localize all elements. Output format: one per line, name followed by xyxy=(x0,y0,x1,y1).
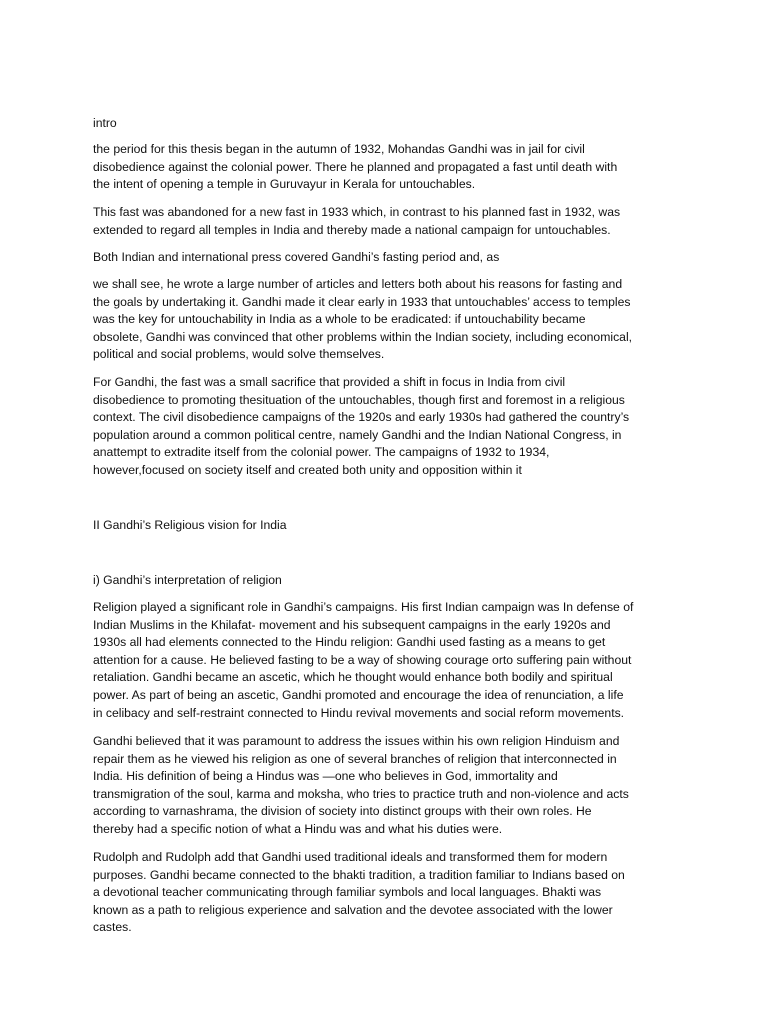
text-line: Both Indian and international press covered Gandhi’s fasting period and, as xyxy=(93,250,500,264)
intro-paragraph-5 xyxy=(93,374,683,480)
religion-paragraph-2 xyxy=(93,733,683,839)
text-line: extended to regard all temples in India and thereby made a national campaign for untouchables. xyxy=(93,222,611,237)
text-line: according to varnashrama, the division of society into distinct groups with their own roles. He xyxy=(93,804,592,819)
text-line: context. The civil disobedience campaigns of the 1920s and early 1930s had gathered the country’s xyxy=(93,410,630,425)
text-line: attention for a cause. He believed fasting to be a way of showing courage orto suffering pain without xyxy=(93,652,632,667)
text-line: a devotional teacher communicating through familiar symbols and local languages. Bhakti was xyxy=(93,885,602,900)
text-line: however,focused on society itself and created both unity and opposition within it xyxy=(93,462,522,477)
text-line: disobedience to promoting thesituation of the untouchables, though first and foremost in a religious xyxy=(93,392,625,407)
heading-intro: intro xyxy=(93,116,117,130)
text-line: known as a path to religious experience and salvation and the devotee associated with the lower xyxy=(93,902,613,917)
intro-paragraph-2 xyxy=(93,204,683,239)
text-line: population around a common political centre, namely Gandhi and the Indian National Congress, in xyxy=(93,427,622,442)
text-line: the period for this thesis began in the autumn of 1932, Mohandas Gandhi was in jail for civil xyxy=(93,142,585,156)
text-line: repair them as he viewed his religion as one of several branches of religion that interconnected in xyxy=(93,751,617,766)
text-line: transmigration of the soul, karma and moksha, who tries to practice truth and non-violence and acts xyxy=(93,786,629,801)
text-line: we shall see, he wrote a large number of articles and letters both about his reasons for fasting and xyxy=(93,277,623,291)
intro-paragraph-1 xyxy=(93,141,683,194)
religion-paragraph-1 xyxy=(93,599,683,722)
text-line: This fast was abandoned for a new fast in 1933 which, in contrast to his planned fast in 1932, was xyxy=(93,205,621,219)
text-line: the intent of opening a temple in Guruvayur in Kerala for untouchables. xyxy=(93,177,476,192)
text-line: thereby had a specific notion of what a Hindu was and what his duties were. xyxy=(93,821,503,836)
text-line: Rudolph and Rudolph add that Gandhi used traditional ideals and transformed them for modern xyxy=(93,850,608,864)
intro-paragraph-4 xyxy=(93,276,683,364)
text-line: obsolete, Gandhi was convinced that other problems within the Indian society, including economical, xyxy=(93,329,633,344)
text-line: was the key for untouchability in India as a whole to be eradicated: if untouchability became xyxy=(93,312,586,327)
text-line: power. As part of being an ascetic, Gandhi promoted and encourage the idea of renunciation, a life xyxy=(93,687,624,702)
intro-paragraph-3 xyxy=(93,249,683,267)
subsection-heading: i) Gandhi’s interpretation of religion xyxy=(93,573,282,587)
text-line: castes. xyxy=(93,920,132,935)
text-line: purposes. Gandhi became connected to the bhakti tradition, a tradition familiar to Indians based on xyxy=(93,867,625,882)
text-line: retaliation. Gandhi became an ascetic, which he thought would enhance both bodily and spiritual xyxy=(93,670,613,685)
text-line: For Gandhi, the fast was a small sacrifice that provided a shift in focus in India from civil xyxy=(93,375,566,389)
text-line: the goals by undertaking it. Gandhi made it clear early in 1933 that untouchables’ access to temples xyxy=(93,294,631,309)
section-heading: II Gandhi’s Religious vision for India xyxy=(93,518,287,532)
text-line: India. His definition of being a Hindus was —one who believes in God, immortality and xyxy=(93,769,558,784)
text-line: anattempt to extradite itself from the colonial power. The campaigns of 1932 to 1934, xyxy=(93,445,550,460)
religion-paragraph-3 xyxy=(93,849,683,937)
text-line: political and social problems, would solve themselves. xyxy=(93,347,385,362)
text-line: Indian Muslims in the Khilafat- movement and his subsequent campaigns in the early 1920s and xyxy=(93,617,611,632)
text-line: in celibacy and self-restraint connected to Hindu revival movements and social reform movements. xyxy=(93,705,625,720)
text-line: Religion played a significant role in Gandhi’s campaigns. His first Indian campaign was In defense of xyxy=(93,600,634,614)
text-line: disobedience against the colonial power. There he planned and propagated a fast until death with xyxy=(93,159,618,174)
text-line: 1930s all had elements connected to the Hindu religion: Gandhi used fasting as a means to get xyxy=(93,635,606,650)
text-line: Gandhi believed that it was paramount to address the issues within his own religion Hinduism and xyxy=(93,734,620,748)
